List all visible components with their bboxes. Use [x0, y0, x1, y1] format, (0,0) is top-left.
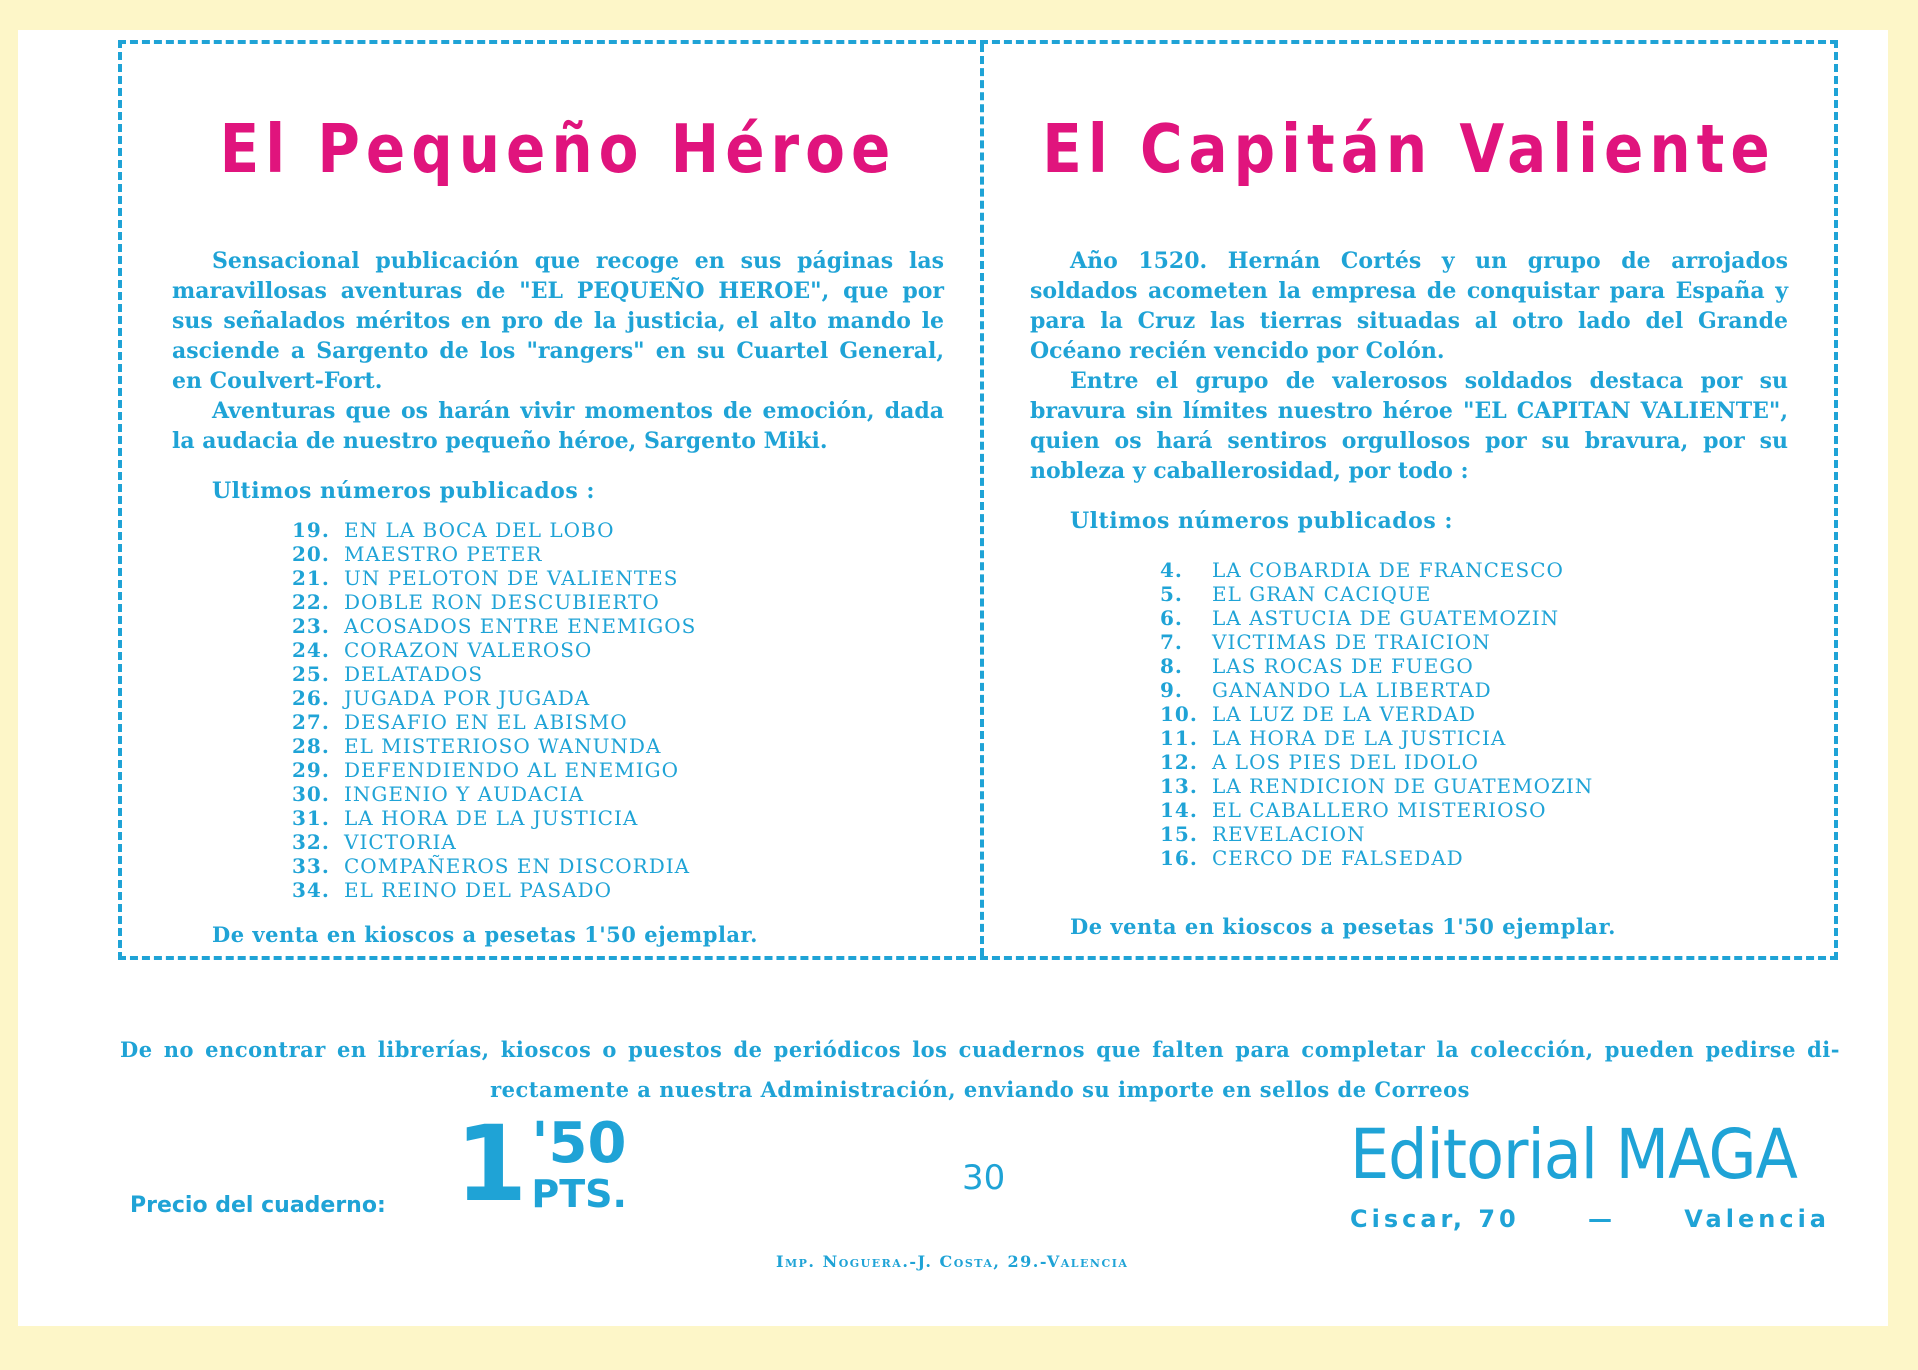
list-item: 23. ACOSADOS ENTRE ENEMIGOS [292, 614, 697, 638]
list-item: 11. LA HORA DE LA JUSTICIA [1160, 726, 1507, 750]
latest-issues-heading: Ultimos números publicados : [212, 478, 595, 504]
list-item: 32. VICTORIA [292, 830, 457, 854]
latest-issues-heading: Ultimos números publicados : [1070, 508, 1453, 534]
list-item: 5. EL GRAN CACIQUE [1160, 582, 1432, 606]
address-city: Valencia [1684, 1205, 1830, 1233]
list-item: 20. MAESTRO PETER [292, 542, 543, 566]
description-paragraph: Entre el grupo de valerosos soldados destaca por su bravura sin límites nuestro héroe "EL CAPITAN VALIENTE", quien os hará sentiros orgullosos por su bravura, por su nobleza y caballerosidad, por todo : [1030, 368, 1788, 484]
panel-title: El Capitán Valiente [1042, 110, 1776, 189]
panel-title: El Pequeño Héroe [219, 110, 897, 189]
sale-note: De venta en kioscos a pesetas 1'50 ejemplar. [212, 922, 758, 947]
price-decimal: '50 [531, 1111, 627, 1176]
issue-list [1160, 558, 1788, 870]
list-item: 9. GANANDO LA LIBERTAD [1160, 678, 1492, 702]
list-item: 29. DEFENDIENDO AL ENEMIGO [292, 758, 679, 782]
panel-el-capitan-valiente [984, 44, 1834, 956]
order-notice-line: rectamente a nuestra Administración, enviando su importe en sellos de Correos [490, 1077, 1470, 1102]
list-item: 30. INGENIO Y AUDACIA [292, 782, 585, 806]
list-item: 24. CORAZON VALEROSO [292, 638, 593, 662]
list-item: 25. DELATADOS [292, 662, 484, 686]
price [455, 1103, 627, 1225]
address-street: Ciscar, 70 [1350, 1205, 1520, 1233]
list-item: 22. DOBLE RON DESCUBIERTO [292, 590, 660, 614]
description [172, 246, 944, 456]
order-notice [120, 1030, 1840, 1110]
list-item: 33. COMPAÑEROS EN DISCORDIA [292, 854, 691, 878]
list-item: 34. EL REINO DEL PASADO [292, 878, 612, 902]
list-item: 21. UN PELOTON DE VALIENTES [292, 566, 679, 590]
list-item: 12. A LOS PIES DEL IDOLO [1160, 750, 1479, 774]
description-paragraph: Aventuras que os harán vivir momentos de emoción, dada la audacia de nuestro pequeño héroe, Sargento Miki. [172, 398, 944, 454]
description-paragraph: Año 1520. Hernán Cortés y un grupo de arrojados soldados acometen la empresa de conquistar para España y para la Cruz las tierras situadas al otro lado del Grande Océano recién vencido por Colón. [1030, 248, 1788, 364]
description-paragraph: Sensacional publicación que recoge en sus páginas las maravillosas aventuras de "EL PEQUEÑO HEROE", que por sus señalados méritos en pro de la justicia, el alto mando le asciende a Sargento de los "rangers" en su Cuartel General, en Coulvert-Fort. [172, 248, 944, 394]
list-item: 8. LAS ROCAS DE FUEGO [1160, 654, 1474, 678]
list-item: 13. LA RENDICION DE GUATEMOZIN [1160, 774, 1594, 798]
printer-credit: Imp. Noguera.-J. Costa, 29.-Valencia [776, 1252, 1129, 1271]
price-unit: PTS. [531, 1172, 627, 1216]
page-number: 30 [962, 1158, 1006, 1198]
list-item: 6. LA ASTUCIA DE GUATEMOZIN [1160, 606, 1560, 630]
list-item: 19. EN LA BOCA DEL LOBO [292, 518, 615, 542]
address-separator: — [1588, 1205, 1617, 1233]
list-item: 14. EL CABALLERO MISTERIOSO [1160, 798, 1547, 822]
list-item: 26. JUGADA POR JUGADA [292, 686, 591, 710]
publisher-address [1350, 1205, 1830, 1233]
price-whole: 1 [455, 1103, 526, 1225]
price-label: Precio del cuaderno: [130, 1193, 386, 1218]
list-item: 27. DESAFIO EN EL ABISMO [292, 710, 628, 734]
list-item: 28. EL MISTERIOSO WANUNDA [292, 734, 662, 758]
publisher-name: Editorial MAGA [1350, 1114, 1797, 1195]
description [1030, 246, 1788, 486]
list-item: 10. LA LUZ DE LA VERDAD [1160, 702, 1477, 726]
list-item: 31. LA HORA DE LA JUSTICIA [292, 806, 639, 830]
list-item: 16. CERCO DE FALSEDAD [1160, 846, 1464, 870]
list-item: 15. REVELACION [1160, 822, 1366, 846]
panel-el-pequeno-heroe [122, 44, 980, 956]
sale-note: De venta en kioscos a pesetas 1'50 ejemplar. [1070, 914, 1616, 939]
list-item: 7. VICTIMAS DE TRAICION [1160, 630, 1491, 654]
list-item: 4. LA COBARDIA DE FRANCESCO [1160, 558, 1564, 582]
issue-list [292, 518, 944, 902]
order-notice-line: De no encontrar en librerías, kioscos o puestos de periódicos los cuadernos que falten para completar la colección, pueden pedirse di- [120, 1037, 1840, 1062]
